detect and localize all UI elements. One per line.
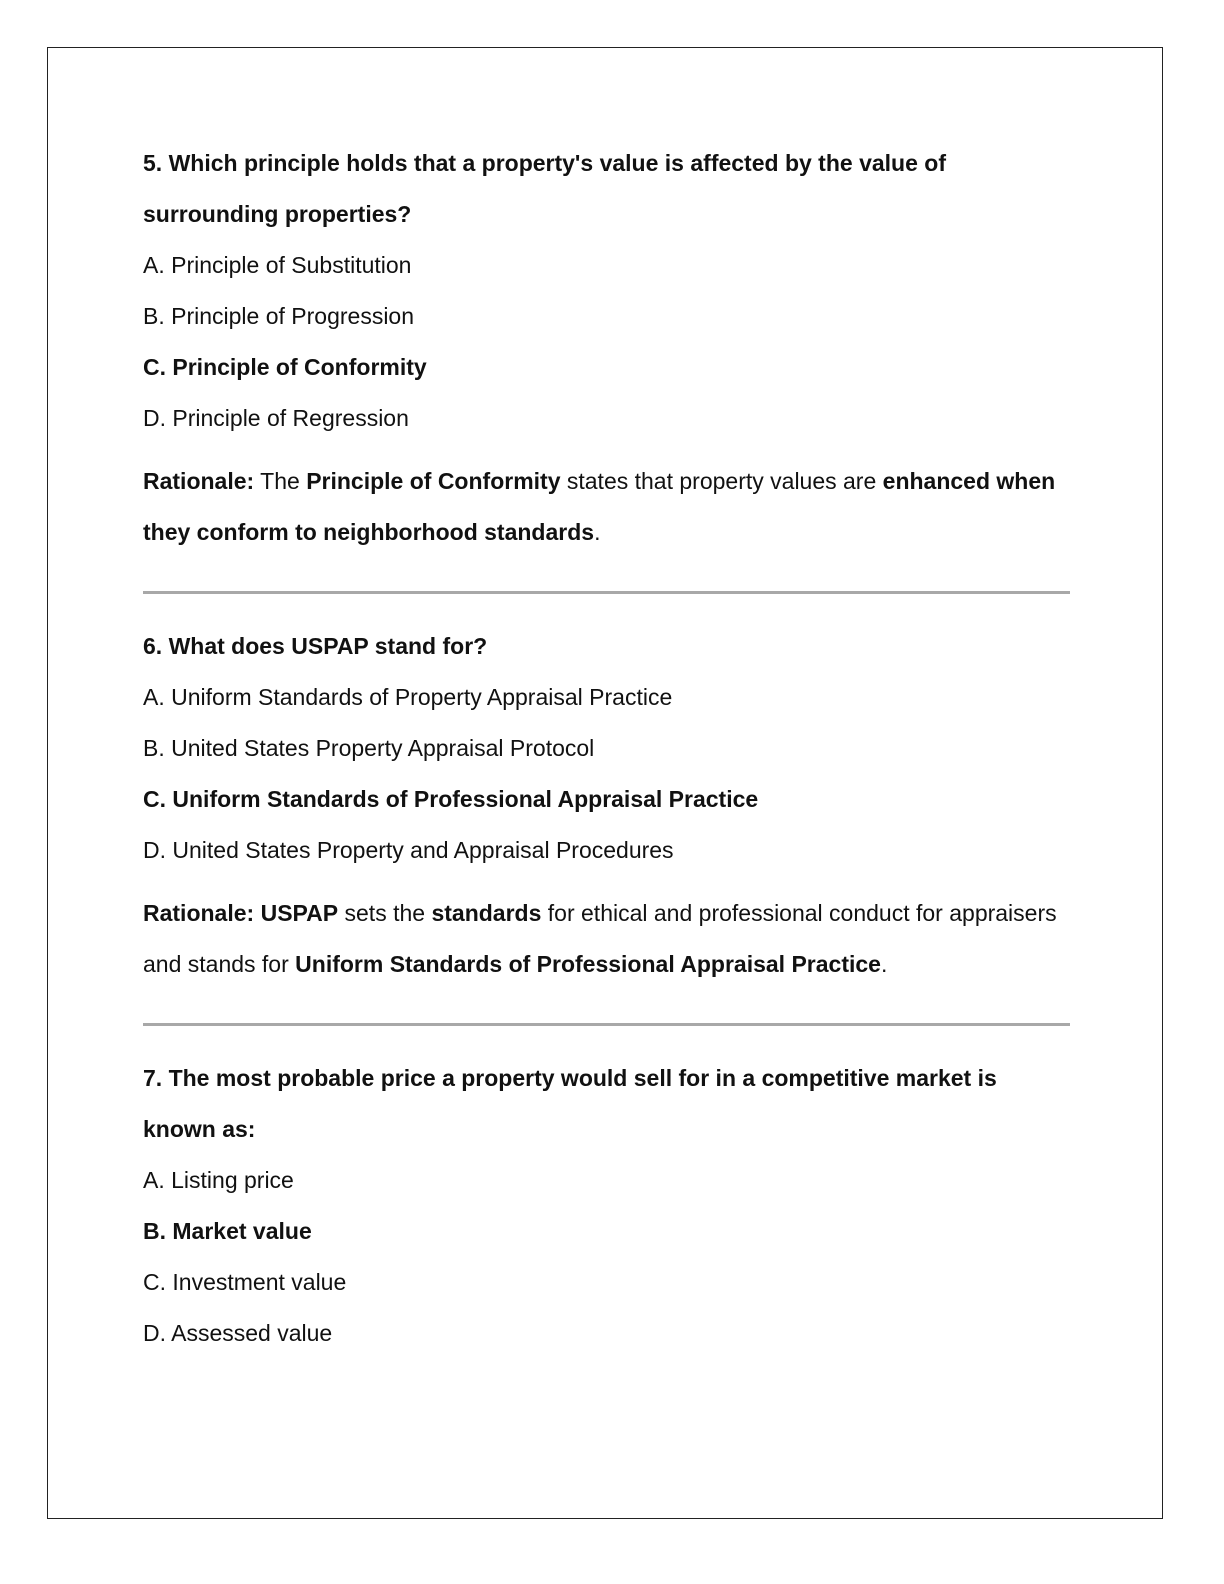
question-title: 7. The most probable price a property would sell for in a competitive market is known as: <box>143 1065 997 1142</box>
section-divider <box>143 1023 1070 1026</box>
answer-option-a: A. Principle of Substitution <box>143 252 412 278</box>
rationale <box>143 456 1073 558</box>
answer-option-c-correct: C. Uniform Standards of Professional Appraisal Practice <box>143 786 759 812</box>
document-content <box>143 138 1073 1359</box>
answer-option-b: B. United States Property Appraisal Protocol <box>143 735 595 761</box>
answer-option-b-correct: B. Market value <box>143 1218 312 1244</box>
answer-option-d: D. Assessed value <box>143 1320 333 1346</box>
rationale-text: . <box>594 519 601 545</box>
rationale-text: sets the <box>338 900 432 926</box>
rationale <box>143 888 1073 990</box>
rationale-emphasis: USPAP <box>260 900 339 926</box>
rationale-label: Rationale: <box>143 900 255 926</box>
rationale-emphasis: Principle of Conformity <box>306 468 561 494</box>
rationale-text: states that property values are <box>560 468 883 494</box>
rationale-emphasis: standards <box>431 900 542 926</box>
answer-option-c: C. Investment value <box>143 1269 347 1295</box>
answer-option-c-correct: C. Principle of Conformity <box>143 354 427 380</box>
answer-option-a: A. Uniform Standards of Property Appraisal Practice <box>143 684 673 710</box>
rationale-text: . <box>880 951 888 977</box>
question-6 <box>143 621 1073 990</box>
rationale-emphasis: Uniform Standards of Professional Appraisal Practice <box>295 951 881 977</box>
rationale-text: The <box>254 468 307 494</box>
answer-option-b: B. Principle of Progression <box>143 303 415 329</box>
rationale-emphasis: enhanced when they conform to neighborhood standards <box>143 468 1056 545</box>
answer-option-a: A. Listing price <box>143 1167 294 1193</box>
question-7 <box>143 1053 1073 1359</box>
question-5 <box>143 138 1073 558</box>
question-title: 6. What does USPAP stand for? <box>143 633 488 659</box>
answer-option-d: D. United States Property and Appraisal Procedures <box>143 837 674 863</box>
rationale-text: for ethical and professional conduct for appraisers and stands for <box>143 900 1057 977</box>
question-title: 5. Which principle holds that a property's value is affected by the value of surrounding properties? <box>143 150 946 227</box>
section-divider <box>143 591 1070 594</box>
answer-option-d: D. Principle of Regression <box>143 405 409 431</box>
rationale-label: Rationale: <box>143 468 255 494</box>
